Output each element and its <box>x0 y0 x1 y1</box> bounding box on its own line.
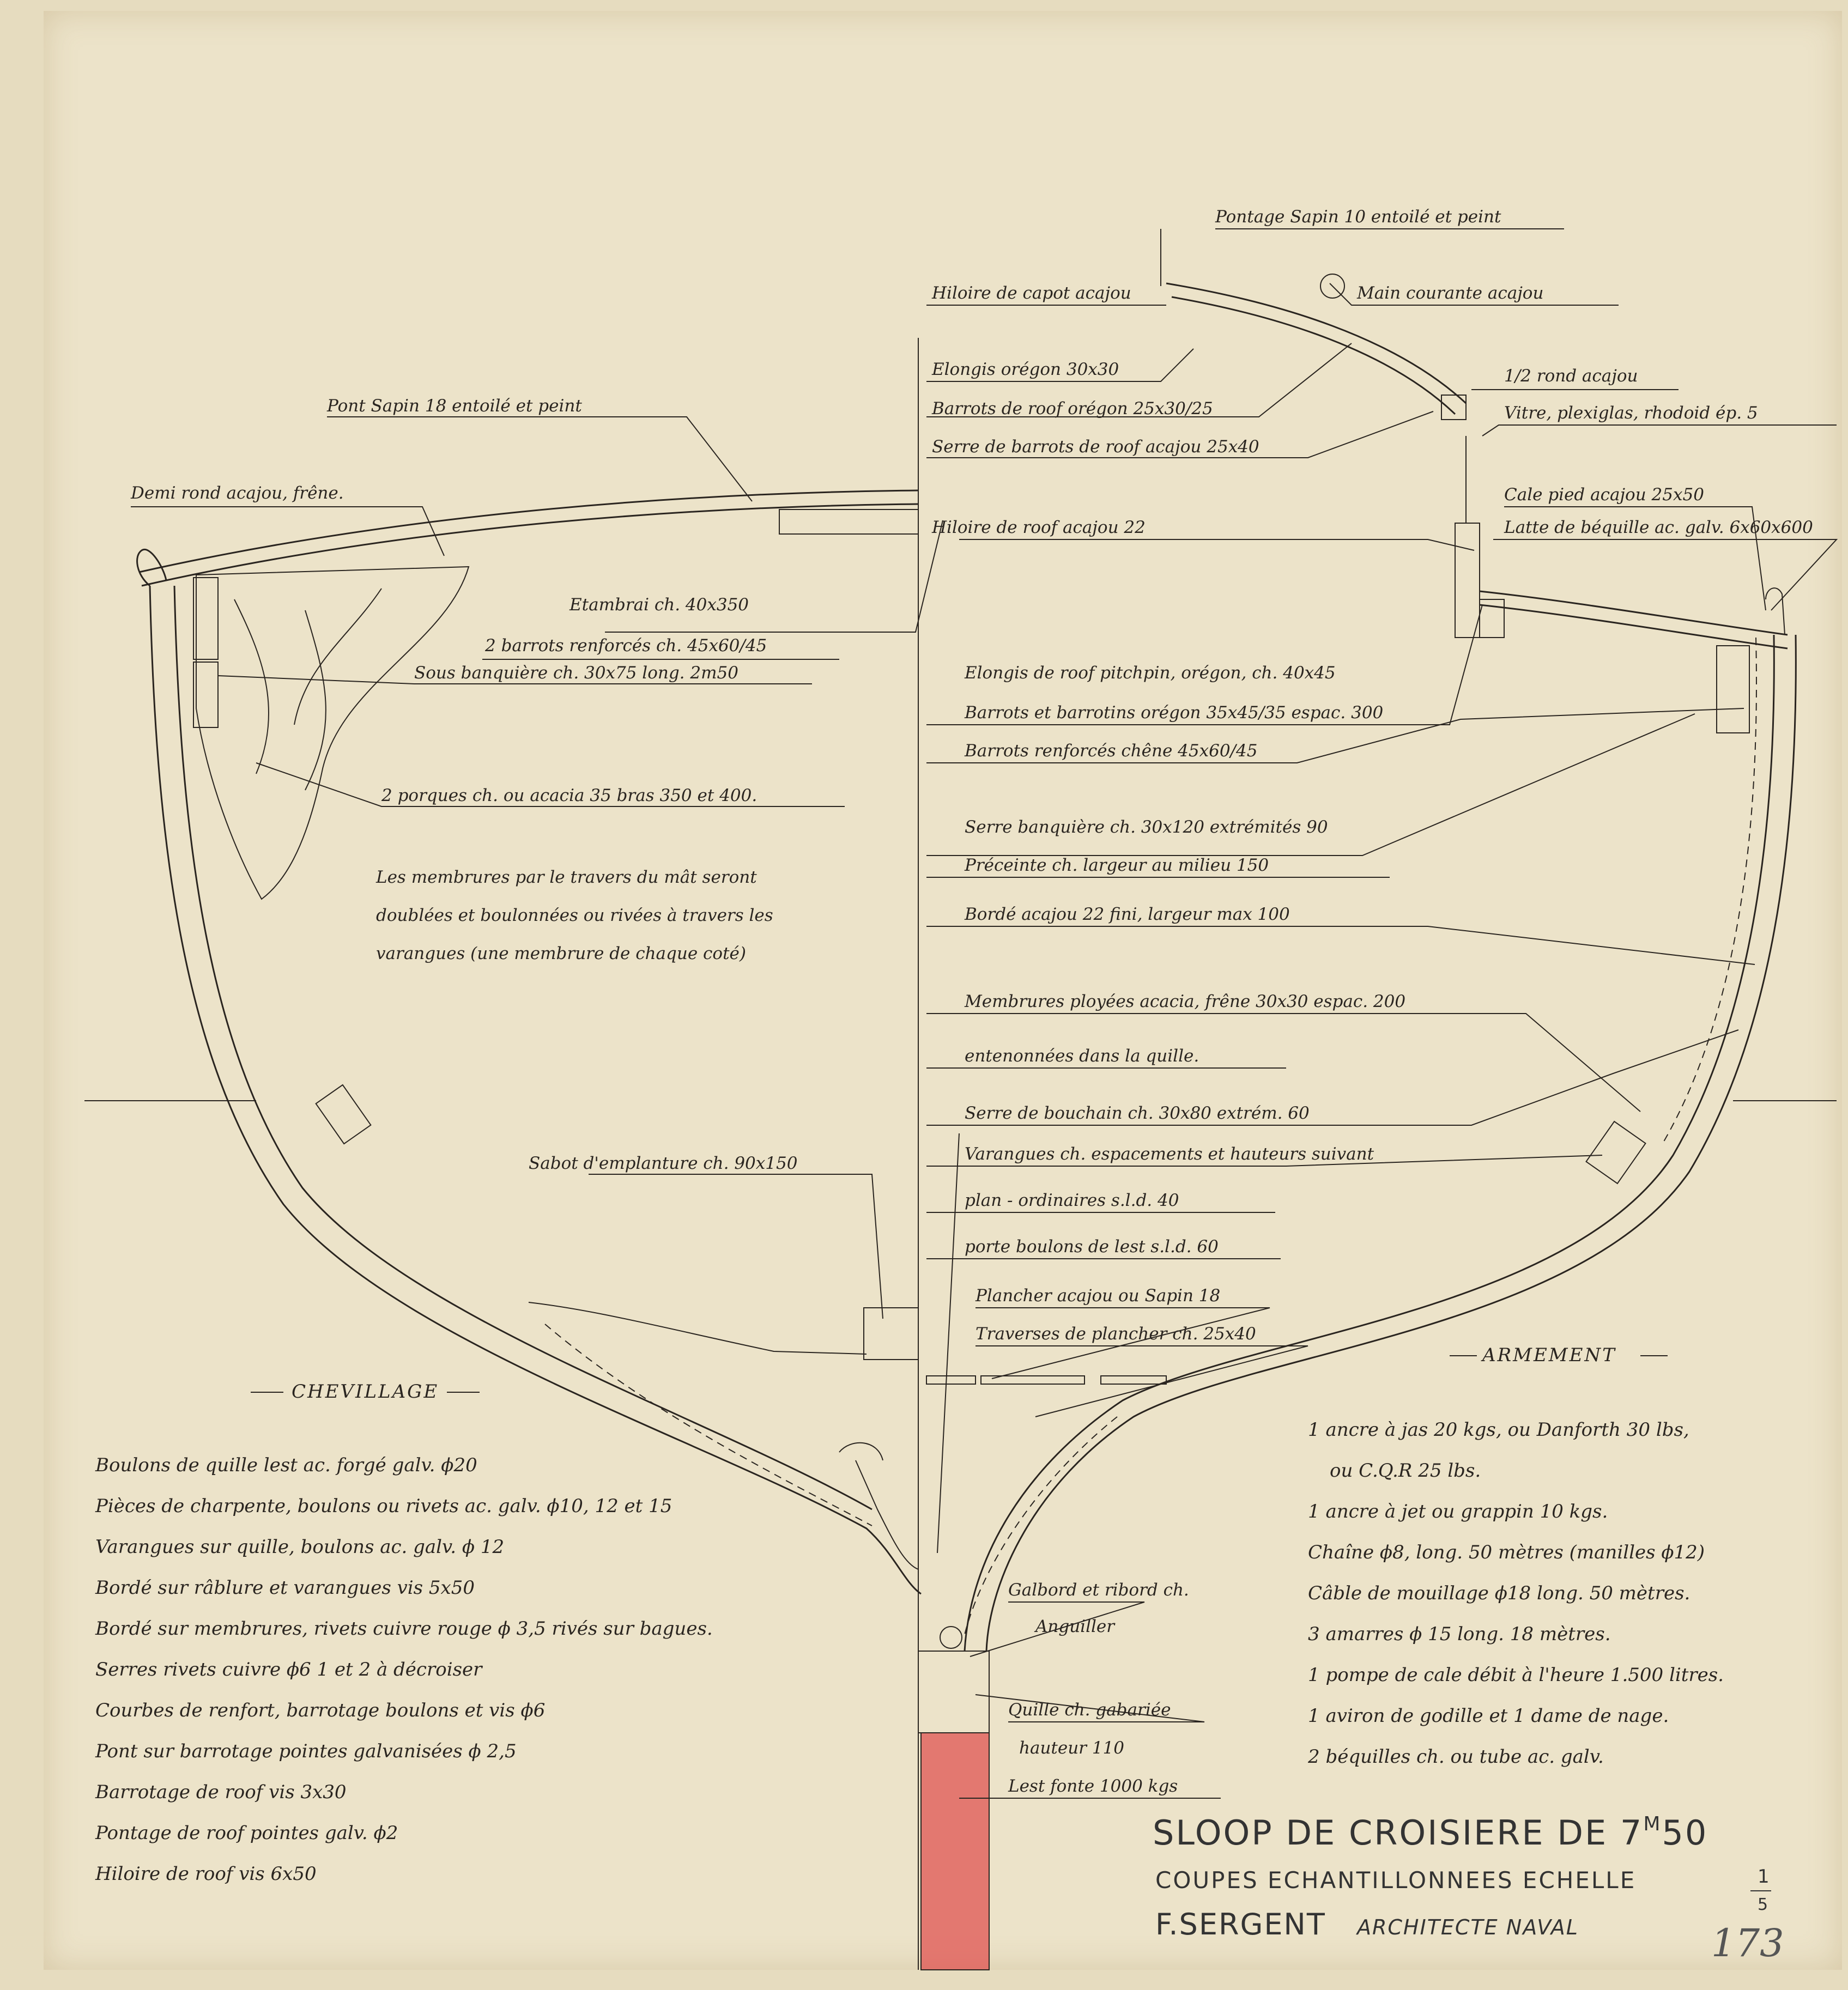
chevillage-item: Hiloire de roof vis 6x50 <box>95 1863 317 1885</box>
architect-name: F.SERGENT <box>1155 1907 1326 1942</box>
label-traverses: Traverses de plancher ch. 25x40 <box>975 1324 1256 1344</box>
label-porques: 2 porques ch. ou acacia 35 bras 350 et 400. <box>381 786 758 805</box>
armement-item: 1 aviron de godille et 1 dame de nage. <box>1308 1705 1669 1727</box>
sous-banquiere-left <box>193 578 218 659</box>
title-sup: M <box>1643 1813 1662 1835</box>
label-elongis: Elongis orégon 30x30 <box>932 360 1119 379</box>
subtitle-text: COUPES ECHANTILLONNEES ECHELLE <box>1155 1867 1637 1894</box>
label-etambrai: Etambrai ch. 40x350 <box>569 595 749 615</box>
porque-grain <box>234 588 381 790</box>
label-hiloire-capot: Hiloire de capot acajou <box>932 283 1131 303</box>
label-main-courante: Main courante acajou <box>1357 283 1544 303</box>
label-membrures: Membrures ployées acacia, frêne 30x30 espac. 200 <box>965 992 1406 1011</box>
label-pont-sapin: Pont Sapin 18 entoilé et peint <box>327 396 582 416</box>
chevillage-item: Serres rivets cuivre ϕ6 1 et 2 à décroiser <box>95 1659 482 1680</box>
label-serre-bouchain: Serre de bouchain ch. 30x80 extrém. 60 <box>965 1103 1310 1123</box>
label-anguiller: Anguiller <box>1035 1617 1115 1636</box>
etambrai <box>779 509 918 534</box>
label-barrots-renforces: 2 barrots renforcés ch. 45x60/45 <box>485 636 767 656</box>
label-vitre: Vitre, plexiglas, rhodoid ép. 5 <box>1504 403 1758 423</box>
chevillage-item: Pont sur barrotage pointes galvanisées ϕ 2,5 <box>95 1740 517 1762</box>
architect-role: ARCHITECTE NAVAL <box>1357 1915 1579 1939</box>
chevillage-heading: CHEVILLAGE <box>292 1381 439 1403</box>
label-hiloire-roof: Hiloire de roof acajou 22 <box>932 518 1146 537</box>
label-preceinte: Préceinte ch. largeur au milieu 150 <box>965 856 1269 875</box>
label-latte-bequille: Latte de béquille ac. galv. 6x60x600 <box>1504 518 1813 537</box>
svg-text:SLOOP DE CROISIERE DE 7M50 <box>1153 1813 1708 1853</box>
armement-item: Câble de mouillage ϕ18 long. 50 mètres. <box>1308 1582 1691 1604</box>
label-barrots-barrotins: Barrots et barrotins orégon 35x45/35 espac. 300 <box>965 703 1384 723</box>
chevillage-item: Courbes de renfort, barrotage boulons et vis ϕ6 <box>95 1700 546 1721</box>
label-quille: Quille ch. gabariée <box>1008 1700 1171 1720</box>
label-serre-banquiere: Serre banquière ch. 30x120 extrémités 90 <box>965 817 1328 837</box>
note-line-1: Les membrures par le travers du mât seront <box>376 867 757 887</box>
scale-denominator: 5 <box>1758 1895 1768 1914</box>
armement-item: 1 ancre à jet ou grappin 10 kgs. <box>1308 1501 1608 1522</box>
sabot-emplanture <box>864 1308 918 1360</box>
label-demi-rond: Demi rond acajou, frêne. <box>131 483 344 503</box>
label-hauteur: hauteur 110 <box>1019 1738 1125 1758</box>
chevillage-item: Boulons de quille lest ac. forgé galv. ϕ20 <box>95 1454 477 1476</box>
chevillage-item: Varangues sur quille, boulons ac. galv. ϕ 12 <box>95 1536 505 1558</box>
porque-knee <box>196 567 469 899</box>
left-annotations <box>130 396 797 1173</box>
armement-item: 1 pompe de cale débit à l'heure 1.500 litres. <box>1308 1664 1724 1686</box>
armement-heading: ARMEMENT <box>1482 1344 1616 1366</box>
roof-deck-bottom <box>1172 297 1455 414</box>
varangue-top <box>529 1302 867 1354</box>
left-hull-inner <box>174 586 872 1509</box>
armement-item: ou C.Q.R 25 lbs. <box>1330 1460 1481 1482</box>
title-block <box>1153 1813 1784 1965</box>
right-deck-top <box>1480 591 1788 635</box>
label-sous-banquiere: Sous banquière ch. 30x75 long. 2m50 <box>414 663 738 683</box>
label-galbord: Galbord et ribord ch. <box>1008 1580 1189 1600</box>
label-plancher: Plancher acajou ou Sapin 18 <box>975 1286 1221 1306</box>
label-barrots-roof: Barrots de roof orégon 25x30/25 <box>932 399 1213 418</box>
label-sabot: Sabot d'emplanture ch. 90x150 <box>529 1154 798 1173</box>
right-gunwale-round <box>1766 588 1785 635</box>
right-frame-dash <box>1662 638 1756 1144</box>
chevillage-item: Pièces de charpente, boulons ou rivets ac. galv. ϕ10, 12 et 15 <box>95 1495 672 1517</box>
demi-rond-roof <box>1441 395 1466 420</box>
hiloire-de-roof <box>1455 523 1480 638</box>
label-cale-pied: Cale pied acajou 25x50 <box>1504 485 1704 505</box>
quille <box>918 1651 989 1733</box>
serre-bouchain-left <box>316 1085 371 1144</box>
right-hull-outer <box>986 635 1796 1651</box>
label-serre-barrots-roof: Serre de barrots de roof acajou 25x40 <box>932 437 1259 457</box>
serre-bouchain-right <box>1586 1121 1646 1184</box>
chevillage-item: Bordé sur râblure et varangues vis 5x50 <box>95 1577 475 1599</box>
lest-fonte <box>921 1733 989 1970</box>
armement-item: 3 amarres ϕ 15 long. 18 mètres. <box>1308 1623 1611 1645</box>
label-entenonnees: entenonnées dans la quille. <box>965 1046 1199 1066</box>
plancher <box>926 1376 1166 1384</box>
right-hull-inner <box>965 635 1774 1651</box>
label-borde-acajou: Bordé acajou 22 fini, largeur max 100 <box>965 905 1290 924</box>
armement-section <box>1307 1344 1724 1768</box>
chevillage-item: Bordé sur membrures, rivets cuivre rouge ϕ 3,5 rivés sur bagues. <box>95 1618 713 1640</box>
note-line-2: doublées et boulonnées ou rivées à travers les <box>376 906 773 925</box>
title-text: SLOOP DE CROISIERE DE 7 <box>1153 1813 1644 1853</box>
armement-item: Chaîne ϕ8, long. 50 mètres (manilles ϕ12) <box>1308 1542 1705 1563</box>
serre-banquiere-left <box>193 662 218 727</box>
label-pontage-sapin: Pontage Sapin 10 entoilé et peint <box>1215 207 1501 227</box>
label-varangues: Varangues ch. espacements et hauteurs suivant <box>965 1144 1374 1164</box>
chevillage-item: Barrotage de roof vis 3x30 <box>95 1781 347 1803</box>
scale-numerator: 1 <box>1758 1866 1770 1888</box>
keel-scarf <box>839 1443 918 1569</box>
armement-item: 2 béquilles ch. ou tube ac. galv. <box>1308 1746 1604 1768</box>
serre-banquiere-right <box>1717 646 1749 733</box>
armement-item: 1 ancre à jas 20 kgs, ou Danforth 30 lbs, <box>1308 1419 1689 1441</box>
chevillage-section <box>95 1381 713 1885</box>
label-lest-fonte: Lest fonte 1000 kgs <box>1008 1776 1178 1796</box>
note-line-3: varangues (une membrure de chaque coté) <box>376 944 746 963</box>
sheet-number: 173 <box>1711 1921 1784 1965</box>
chevillage-item: Pontage de roof pointes galv. ϕ2 <box>95 1822 398 1844</box>
label-barrots-chene: Barrots renforcés chêne 45x60/45 <box>965 741 1258 761</box>
label-elongis-roof: Elongis de roof pitchpin, orégon, ch. 40x45 <box>965 663 1336 683</box>
left-hull-outer <box>150 586 921 1594</box>
label-varangues-ordinaires: plan - ordinaires s.l.d. 40 <box>965 1191 1179 1210</box>
label-porte-boulons: porte boulons de lest s.l.d. 60 <box>965 1237 1219 1257</box>
label-demi-rond-acajou: 1/2 rond acajou <box>1504 366 1638 386</box>
title-end: 50 <box>1662 1813 1708 1853</box>
anguiller-round <box>940 1627 962 1648</box>
